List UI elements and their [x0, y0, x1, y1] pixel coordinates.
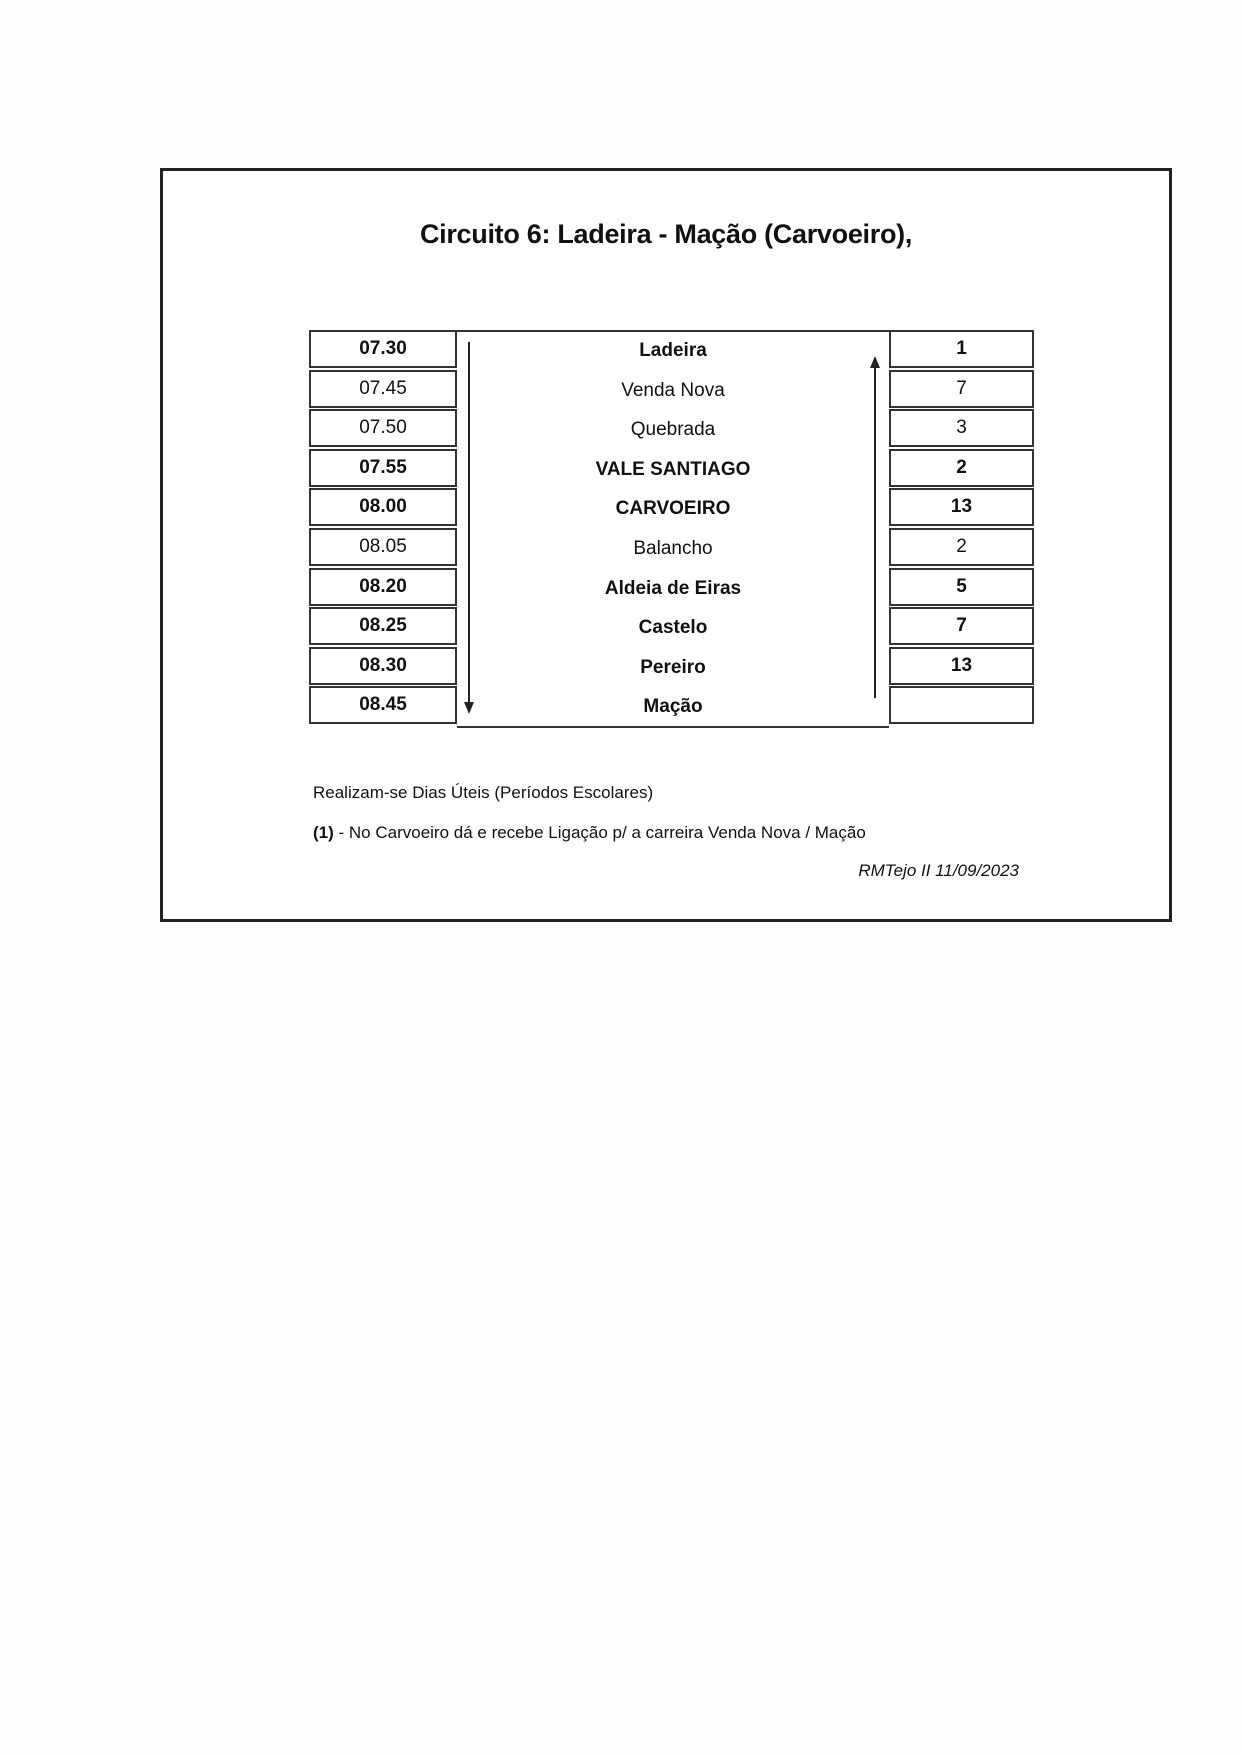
count-cell: 2: [889, 449, 1034, 487]
stop-name: Ladeira: [639, 340, 707, 361]
stop-name: Venda Nova: [621, 380, 725, 401]
time-cell: 07.30: [309, 330, 457, 368]
time-column: [309, 330, 457, 728]
time-cell: 07.50: [309, 409, 457, 447]
count-cell: 5: [889, 568, 1034, 606]
time-cell: 07.55: [309, 449, 457, 487]
stop-column: [457, 330, 889, 728]
time-cell: 08.25: [309, 607, 457, 645]
count-cell: 13: [889, 647, 1034, 685]
timetable: [309, 330, 1034, 728]
time-cell: 08.05: [309, 528, 457, 566]
time-cell: 08.45: [309, 686, 457, 724]
count-cell: 7: [889, 370, 1034, 408]
connection-footnote: [313, 823, 866, 843]
stop-name: VALE SANTIAGO: [595, 459, 751, 480]
time-cell: 08.30: [309, 647, 457, 685]
count-cell: 13: [889, 488, 1034, 526]
stop-name: Quebrada: [630, 419, 716, 440]
stop-name: CARVOEIRO: [615, 498, 731, 519]
count-cell: 2: [889, 528, 1034, 566]
time-cell: 08.00: [309, 488, 457, 526]
time-cell: 07.45: [309, 370, 457, 408]
count-cell: [889, 686, 1034, 724]
count-cell: 3: [889, 409, 1034, 447]
page-title: Circuito 6: Ladeira - Mação (Carvoeiro),: [419, 219, 913, 249]
stop-name: Pereiro: [640, 657, 706, 678]
stop-name: Mação: [643, 696, 703, 717]
footnote-ref: (1): [313, 823, 334, 842]
count-column: [889, 330, 1034, 728]
footnote-text: - No Carvoeiro dá e recebe Ligação p/ a carreira Venda Nova / Mação: [333, 823, 866, 842]
stop-name: Balancho: [633, 538, 713, 559]
document-signature: RMTejo II 11/09/2023: [858, 861, 1019, 880]
service-days-note: Realizam-se Dias Úteis (Períodos Escolares): [313, 783, 654, 802]
schedule-frame: [160, 168, 1172, 922]
stop-name: Aldeia de Eiras: [604, 578, 742, 599]
time-cell: 08.20: [309, 568, 457, 606]
count-cell: 7: [889, 607, 1034, 645]
stop-name: Castelo: [638, 617, 708, 638]
count-cell: 1: [889, 330, 1034, 368]
